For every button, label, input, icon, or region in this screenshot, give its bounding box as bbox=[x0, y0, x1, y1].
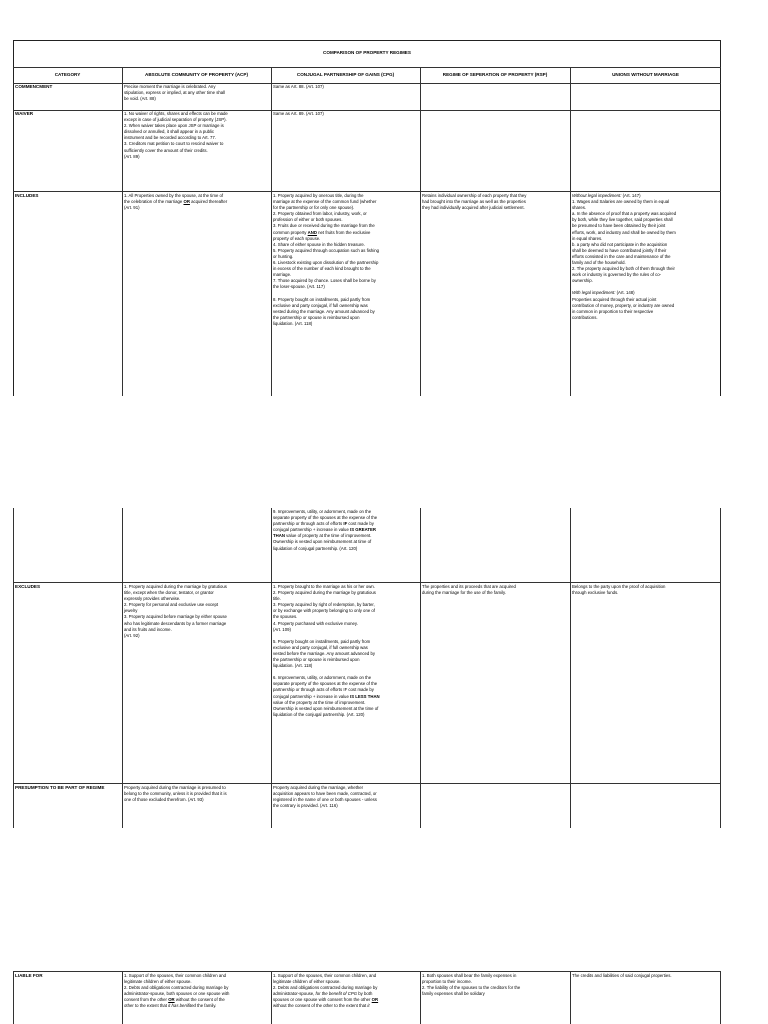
includes-cpg-continued: 9. Improvements, utility, or adornment, made on the separate property of the spouses at the expense of the partnership or through acts of efforts IF cost made by conjugal partnership + increase in value IS GREATER THAN value of property at the time of improvement. Ownership is vested upon reimbursement at time of liquidation of conjugal partnership. (Art. 120) bbox=[273, 509, 378, 551]
waiver-cpg: Same as Art. 89. (Art. 107) bbox=[273, 111, 324, 116]
header-uwm: UNIONS WITHOUT MARRIAGE bbox=[612, 72, 679, 77]
category-presumption: PRESUMPTION TO BE PART OF REGIME bbox=[15, 785, 105, 790]
presumption-acp: Property acquired during the marriage is presumed to belong to the community, unless it is provided that it is one of those excluded therefrom. (Art. 93) bbox=[124, 785, 227, 803]
excludes-acp: 1. Property acquired during the marriage by gratutious title, except when the donor, testator, or grantor expressly provides otherwise. 2. Property for personal and exclusive use except jewelry 3. Property acquired before marriage by either spouse who has legitimate descendants by a former marriage and its fruits and income. (Art. 92) bbox=[124, 584, 227, 638]
col3-line-5 bbox=[720, 971, 721, 1024]
header-acp: ABSOLUTE COMMUNITY OF PROPERTY (ACP) bbox=[145, 72, 248, 77]
category-waiver: WAIVER bbox=[15, 111, 34, 116]
presumption-top-divider bbox=[13, 783, 721, 784]
header-rsp: REGIME OF SEPERATION OF PROPERTY (RSP) bbox=[442, 72, 548, 77]
excludes-cpg: 1. Property brought to the marriage as his or her own. 2. Property acquired during the marriage by gratutious title. 3. Property acquired by right of redemption, by barter, or by exchange with property belonging to only one of the spouses. 4. Property purchased with exclusive money. (Art. 109) 5. Property bought on installments, paid partly from exclusive and party conjugal, if full ownership was vested before the marriage. Any amount advanced by the partnership or spouse is reimbursed upon liquidation. (Art. 118) 6. Improvements, utility, or adornment, made on the separate property of the spouses at the expense of the partnership or through acts of efforts IF cost made by conjugal partnership + increase in value IS LESS THAN value of the property at the time of improvement. Ownership is vested upon reimbursement at the time of liquidation of the conjugal partnership. (Art. 120) bbox=[273, 584, 380, 717]
col3-line-2 bbox=[271, 971, 272, 1024]
title-divider bbox=[13, 67, 721, 68]
category-excludes: EXCLUDES bbox=[15, 584, 41, 589]
header-divider bbox=[13, 83, 721, 84]
commencement-divider bbox=[13, 110, 721, 111]
col2-line-2 bbox=[271, 508, 272, 828]
col3-line-0 bbox=[13, 971, 14, 1024]
includes-uwm: Without legal impediment: (Art. 147) 1. Wages and Salaries are owned by them in equal shares. a. In the absence of proof that a property was acquired by both, while they live together, said properties shall be presumed to have been obtained by their joint efforts, work, and industry and shall be owned by them in equal shares. b. a party who did not participate in the acquisition shall be deemed to have contributed jointly if their efforts consisted in the care and maintenance of the family and of the household. 2. The property acquired by both of them through their work or industry is governed by the rules of co- ownership. With legal impediment: (Art. 148) Properties acquired through their actual joint contribution of money, property, or industry are owned in common in proportion to their respective contributions. bbox=[572, 193, 677, 320]
col3-line-1 bbox=[122, 971, 123, 1024]
includes-cpg: 1. Property acquired by onerous title, during the marriage at the expense of the common fund (whether for the partnership or for only one spouse). 2. Property obtained from labor, industry, work, or profession of either or both spouses. 3. Fruits due or received during the marriage from the common property AND net fruits from the exclusive property of each spouse. 4. Share of either spouse in the hidden treasure. 5. Property acquired through occupation such as fishing or hunting. 6. Livestock existing upon dissolution of the partnership in excess of the number of each kind brought to the marriage. 7. Those acquired by chance. Loses shall be borne by the loser-spouse. (Art. 117) 8. Property bought on installments, paid partly from exclusive and party conjugal, if full ownership was vested during the marriage. Any amount advanced by the partnership or spouse is reimbursed upon liquidation. (Art. 118) bbox=[273, 193, 380, 326]
includes-rsp: Retains individual ownership of each property that they had brought into the marriage as well as the properties they had individually acquired after judicial settlement. bbox=[422, 193, 527, 211]
header-category: CATEGORY bbox=[54, 72, 81, 77]
excludes-rsp: The properties and its proceeds that are acquired during the marriage for the use of the family. bbox=[422, 584, 516, 596]
col-line-2 bbox=[271, 67, 272, 396]
liable-rsp: 1. Both spouses shall bear the family expenses in proportion to their income. 2. The liability of the spouses to the creditors for the family expenses shall be solidary bbox=[422, 973, 521, 997]
waiver-acp: 1. No waiver of rights, shares and effects can be made except in case of judicial separation of property (JSP). 2. When waiver takes place upon JSP or marriage is dissolved or annulled, it shall appear in a public instrument and be recorded according to Art. 77. 3. Creditors mat petition to court to rescind waiver to sufficiently cover the amount of their credits. (Art. 89) bbox=[124, 111, 228, 159]
col2-line-5 bbox=[720, 508, 721, 828]
col-line-4 bbox=[570, 67, 571, 396]
category-includes: INCLUDES bbox=[15, 193, 39, 198]
table-title: COMPARISON OF PROPERTY REGIMES bbox=[323, 50, 411, 55]
includes-acp: 1. All Properties owned by the spouse, at the time of the celebration of the marriage OR acquired thereafter (Art. 91) bbox=[124, 193, 228, 211]
liable-uwm: The credits and liabilities of said conjugal properties. bbox=[572, 973, 672, 978]
header-cpg: CONJUGAL PARTNERSHIP OF GAINS (CPG) bbox=[296, 72, 395, 77]
commencement-acp: Precise moment the marriage is celebrated. Any stipulation, express or implied, at any other time shall be void. (Art. 88) bbox=[124, 84, 226, 102]
excludes-uwm: Belongs to the party upon the proof of acquisition through exclusive funds. bbox=[572, 584, 666, 596]
waiver-divider bbox=[13, 191, 721, 192]
liable-acp: 1. Support of the spouses, their common children and legitimate children of either spouse. 2. Debts and obligations contracted during marriage by administrator-spouse, both spouses or one spouse with consent from the other OR without the consent of the other to the extent that it has benifited the family. bbox=[124, 973, 230, 1009]
col2-line-0 bbox=[13, 508, 14, 828]
liable-top-divider bbox=[13, 971, 721, 972]
col3-line-4 bbox=[570, 971, 571, 1024]
excludes-top-divider bbox=[13, 582, 721, 583]
col-line-3 bbox=[420, 67, 421, 396]
col-line-1 bbox=[122, 67, 123, 396]
category-commencement: COMMENCMENT bbox=[15, 84, 53, 89]
presumption-cpg: Property acquired during the marriage, whether acquisition appears to have been made, contracted, or registered in the name of one or both spouses - unless the contrary is provided. (Art. 116) bbox=[273, 785, 377, 809]
category-liable-for: LIABLE FOR bbox=[15, 973, 43, 978]
col3-line-3 bbox=[420, 971, 421, 1024]
liable-cpg: 1. Support of the spouses, their common children, and legitimate children of either spouse. 2. Debts and obligations contracted during marriage by administrator-spouse, for the benefit of CPG by both spouses or one spouse with consent from the other OR without the consent of the other to the extent that it bbox=[273, 973, 379, 1009]
col2-line-4 bbox=[570, 508, 571, 828]
col2-line-3 bbox=[420, 508, 421, 828]
col2-line-1 bbox=[122, 508, 123, 828]
commencement-cpg: Same as Art. 88. (Art. 107) bbox=[273, 84, 324, 89]
